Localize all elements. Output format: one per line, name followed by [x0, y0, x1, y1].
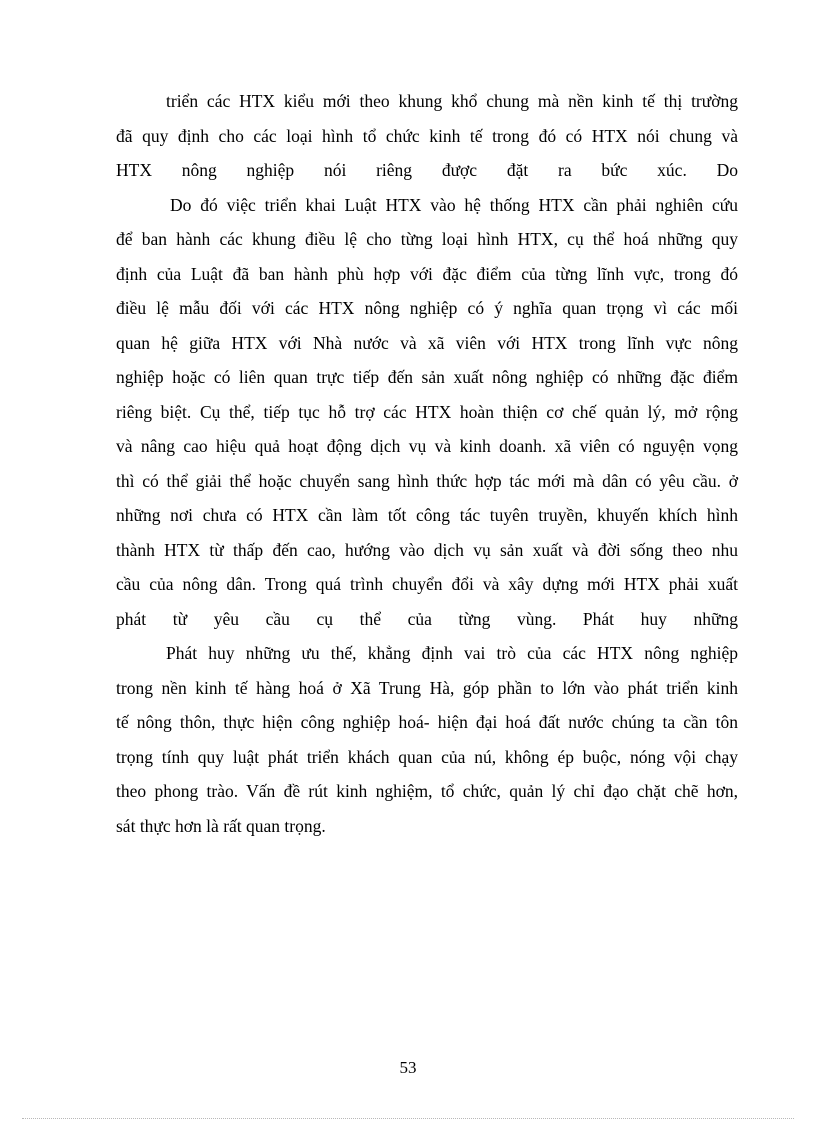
text-line: đã quy định cho các loại hình tổ chức kinh tế trong đó có HTX nói chung và [116, 125, 738, 146]
text-line: trong nền kinh tế hàng hoá ở Xã Trung Hà, góp phần to lớn vào phát triển kinh [116, 677, 738, 698]
text-line: theo phong trào. Vấn đề rút kinh nghiệm, tổ chức, quản lý chỉ đạo chặt chẽ hơn, [116, 781, 738, 801]
text-line: điều lệ mẫu đối với các HTX nông nghiệp có ý nghĩa quan trọng vì các mối [116, 298, 738, 318]
text-line: và nâng cao hiệu quả hoạt động dịch vụ và kinh doanh. xã viên có nguyện vọng [116, 436, 738, 456]
text-line: triển các HTX kiểu mới theo khung khổ chung mà nền kinh tế thị trường [166, 91, 738, 111]
text-line: cầu của nông dân. Trong quá trình chuyển đổi và xây dựng mới HTX phải xuất [116, 574, 738, 594]
text-line: tế nông thôn, thực hiện công nghiệp hoá- hiện đại hoá đất nước chúng ta cần tôn [116, 712, 738, 732]
text-line: riêng biệt. Cụ thể, tiếp tục hỗ trợ các HTX hoàn thiện cơ chế quản lý, mở rộng [116, 401, 738, 422]
text-line: quan hệ giữa HTX với Nhà nước và xã viên với HTX trong lĩnh vực nông [116, 332, 738, 353]
text-line: định của Luật đã ban hành phù hợp với đặc điểm của từng lĩnh vực, trong đó [116, 263, 738, 284]
text-line: sát thực hơn là rất quan trọng. [116, 815, 326, 836]
text-line: phát từ yêu cầu cụ thể của từng vùng. Phát huy những [116, 608, 738, 629]
text-line: HTX nông nghiệp nói riêng được đặt ra bức xúc. Do [116, 160, 738, 180]
text-line: nghiệp hoặc có liên quan trực tiếp đến sản xuất nông nghiệp có những đặc điểm [116, 367, 738, 387]
body-text [116, 86, 738, 845]
text-line: thì có thể giải thể hoặc chuyển sang hình thức hợp tác mới mà dân có yêu cầu. ở [116, 470, 738, 491]
text-line: thành HTX từ thấp đến cao, hướng vào dịch vụ sản xuất và đời sống theo nhu [116, 539, 738, 560]
page-number: 53 [399, 1058, 417, 1077]
text-line: để ban hành các khung điều lệ cho từng loại hình HTX, cụ thể hoá những quy [116, 229, 738, 249]
text-line: Do đó việc triển khai Luật HTX vào hệ thống HTX cần phải nghiên cứu [170, 194, 738, 215]
text-line: trọng tính quy luật phát triển khách quan của nú, không ép buộc, nóng vội chạy [116, 746, 738, 767]
text-line: những nơi chưa có HTX cần làm tốt công tác tuyên truyền, khuyến khích hình [116, 505, 738, 525]
text-line: Phát huy những ưu thế, khẳng định vai trò của các HTX nông nghiệp [166, 643, 738, 663]
page-bottom-divider [22, 1118, 794, 1119]
